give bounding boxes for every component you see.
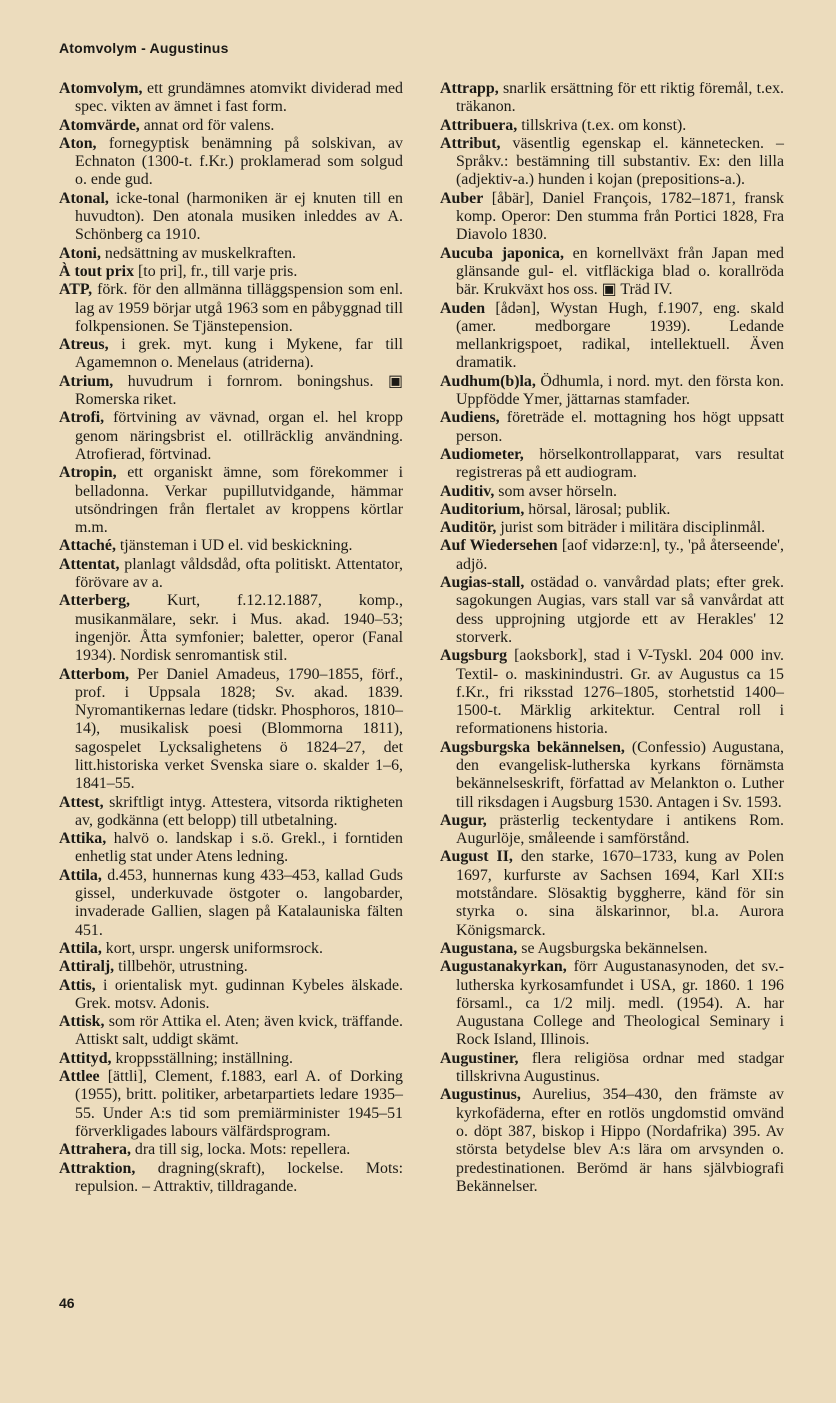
entry-headword: Augsburg — [440, 647, 508, 665]
entry-headword: Attentat, — [59, 555, 120, 573]
dictionary-entry — [59, 867, 403, 940]
entry-definition: kroppsställning; inställning. — [111, 1049, 293, 1067]
page-number: 46 — [59, 1295, 75, 1311]
entry-headword: Atomvärde, — [59, 116, 140, 134]
entry-definition: Ödhumla, i nord. myt. den första kon. Uppfödde Ymer, jättarnas stamfader. — [456, 372, 784, 409]
dictionary-entry — [440, 446, 784, 483]
entry-headword: Attribuera, — [440, 116, 518, 134]
entry-definition: prästerlig teckentydare i antikens Rom. Augurlöje, småleende i samförstånd. — [456, 811, 784, 848]
dictionary-entry — [59, 1068, 403, 1141]
entry-definition: planlagt våldsdåd, ofta politiskt. Attentator, förövare av a. — [75, 555, 403, 592]
dictionary-entry — [59, 794, 403, 831]
dictionary-entry — [59, 245, 403, 263]
entry-definition: som rör Attika el. Aten; även kvick, träffande. Attiskt salt, uddigt skämt. — [75, 1013, 403, 1049]
entry-definition: ostädad o. vanvårdad plats; efter grek. sagokungen Augias, vars stall var så vanvårdat att dess upprojning utgjorde ett av Herakles' 12 storverk. — [456, 574, 784, 646]
entry-headword: Aton, — [59, 134, 97, 152]
entry-definition: jurist som biträder i militära disciplinmål. — [496, 519, 766, 537]
entry-definition: [aoksbork], stad i V-Tyskl. 204 000 inv. Textil- o. maskinindustri. Gr. av Augustus ca 15 f.Kr., fri riksstad 1276–1805, storhetstid 1400–1500-t. Märklig arkitektur. Central roll i reformationens historia. — [456, 647, 784, 738]
entry-headword: ATP, — [59, 281, 93, 299]
entry-definition: tillbehör, utrustning. — [114, 958, 248, 976]
entry-headword: Attika, — [59, 830, 107, 848]
dictionary-entry — [59, 373, 403, 410]
entry-definition: skriftligt intyg. Attestera, vitsorda riktigheten av, godkänna (ett belopp) till utbetalning. — [75, 793, 403, 829]
entry-definition: se Augsburgska bekännelsen. — [517, 939, 708, 957]
entry-definition: hörsal, lärosal; publik. — [524, 500, 671, 518]
entry-definition: Aurelius, 354–430, den främste av kyrkofäderna, efter en rotlös ungdomstid omvänd o. döpt 387, biskop i Hippo (Nordafrika) 395. Av största betydelse blev A:s lära om arvsynden o. predestinationen. Berömd är hans självbiografi Bekännelser. — [456, 1086, 784, 1195]
dictionary-entry — [59, 592, 403, 665]
entry-headword: Atterbom, — [59, 665, 130, 683]
entry-definition: fornegyptisk benämning på solskivan, av Echnaton (1300-t. f.Kr.) proklamerad som solgud o. ende gud. — [75, 134, 403, 189]
entry-definition: kort, urspr. ungersk uniformsrock. — [101, 939, 323, 957]
entry-definition: d.453, hunnernas kung 433–453, kallad Guds gissel, underkuvade östgoter o. langobarder, invaderade Gallien, slagen på Katalauniska fälten 451. — [75, 866, 403, 939]
entry-headword: Augustana, — [440, 939, 518, 957]
dictionary-entry — [440, 958, 784, 1049]
entry-headword: Aucuba japonica, — [440, 244, 564, 262]
entry-headword: Attila, — [59, 866, 102, 884]
entry-headword: Attest, — [59, 793, 104, 811]
entry-definition: tillskriva (t.ex. om konst). — [517, 116, 687, 134]
dictionary-entry — [440, 300, 784, 373]
running-header: Atomvolym - Augustinus — [59, 40, 229, 56]
entry-headword: À tout prix — [59, 262, 135, 280]
entry-headword: Augias-stall, — [440, 574, 525, 592]
entry-headword: Attrahera, — [59, 1141, 131, 1159]
entry-headword: Attrapp, — [440, 80, 499, 97]
entry-definition: [ättli], Clement, f.1883, earl A. of Dorking (1955), britt. politiker, arbetarpartiets ledare 1935–55. Under A:s tid som premiärminister 1945–51 förverkligades labours välfärdsprogram. — [75, 1068, 403, 1140]
entry-headword: Atoni, — [59, 244, 101, 262]
entry-definition: Per Daniel Amadeus, 1790–1855, förf., prof. i Uppsala 1828; Sv. akad. 1839. Nyromantikernas ledare (tidskr. Phosphoros, 1810–14), musikalisk poesi (Blommorna 1811), sagospelet Lycksalighetens ö 1824–27, det litt.historiska verket Svenska siare o. skalder 1–6, 1841–55. — [75, 665, 403, 793]
entry-definition: en kornellväxt från Japan med glänsande gul- el. vitfläckiga blad o. korallröda bär. Krukväxt hos oss. ▣ Träd IV. — [456, 244, 785, 299]
dictionary-entry — [440, 519, 784, 537]
dictionary-entry — [59, 190, 403, 245]
entry-headword: Attityd, — [59, 1049, 112, 1067]
entry-headword: Atrium, — [59, 372, 114, 390]
entry-headword: Atomvolym, — [59, 80, 143, 97]
entry-definition: förr Augustanasynoden, det sv.-lutherska kyrkosamfundet i USA, gr. 1860. 1 196 församl., ca 1/2 milj. medl. (1954). A. har Augustana College and Theological Seminary i Rock Island, Illinois. — [456, 958, 784, 1049]
entry-definition: icke-tonal (harmoniken är ej knuten till en huvudton). Den atonala musiken inleddes av A. Schönberg ca 1910. — [75, 189, 403, 244]
entry-definition: (Confessio) Augustana, den evangelisk-lutherska kyrkans förnämsta bekännelseskrift, författad av Melankton o. Luther till riksdagen i Augsburg 1530. Antagen i Sv. 1593. — [456, 738, 785, 811]
dictionary-entry — [59, 409, 403, 464]
entry-definition: hörselkontrollapparat, vars resultat registreras på ett audiogram. — [456, 445, 784, 482]
entry-definition: tjänsteman i UD el. vid beskickning. — [115, 537, 353, 555]
entry-definition: ett organiskt ämne, som förekommer i belladonna. Verkar pupillutvidgande, hämmar utsöndringen från flertalet av kroppens körtlar m.m. — [75, 464, 403, 537]
entry-definition: dragning(skraft), lockelse. Mots: repulsion. – Attraktiv, tilldragande. — [75, 1159, 403, 1195]
right-column — [440, 80, 784, 1196]
entry-headword: Augur, — [440, 811, 487, 829]
entry-headword: Auden — [440, 299, 486, 317]
entry-definition: den starke, 1670–1733, kung av Polen 1697, kurfurste av Sachsen 1694, Karl XII:s motståndare. Slösaktig byggherre, känd för sin styrka o. sina älskarinnor, bl.a. Aurora Königsmarck. — [456, 848, 785, 939]
entry-headword: Auditorium, — [440, 500, 525, 518]
entry-definition: förk. för den allmänna tilläggspension som enl. lag av 1959 börjar utgå 1963 som en påbyggnad till folkpensionen. Se Tjänstepension. — [75, 281, 403, 335]
entry-definition: väsentlig egenskap el. kännetecken. – Språkv.: bestämning till substantiv. Ex: den lilla (adjektiv-a.) hunden i kojan (prepositions-a.). — [456, 134, 784, 189]
entry-headword: Audiens, — [440, 409, 500, 427]
dictionary-entry — [440, 647, 784, 738]
dictionary-entry — [59, 263, 403, 281]
dictionary-entry — [59, 281, 403, 336]
entry-headword: Attlee — [59, 1068, 100, 1086]
dictionary-entry — [59, 830, 403, 867]
entry-headword: Augustanakyrkan, — [440, 958, 567, 976]
dictionary-entry — [440, 501, 784, 519]
dictionary-entry — [440, 537, 784, 574]
entry-headword: Attila, — [59, 939, 102, 957]
dictionary-entry — [440, 245, 784, 300]
entry-definition: [aof vidərze:n], ty., 'på återseende', adjö. — [456, 537, 784, 573]
entry-headword: Attisk, — [59, 1013, 105, 1031]
dictionary-entry — [440, 940, 784, 958]
entry-definition: ett grundämnes atomvikt dividerad med spec. vikten av ämnet i fast form. — [75, 80, 403, 116]
entry-definition: snarlik ersättning för ett riktig föremål, t.ex. träkanon. — [456, 80, 784, 116]
entry-definition: företräde el. mottagning hos högt uppsatt person. — [456, 409, 784, 445]
dictionary-entry — [59, 117, 403, 135]
entry-headword: Auf Wiedersehen — [440, 537, 558, 555]
entry-definition: annat ord för valens. — [139, 116, 275, 134]
dictionary-entry — [440, 1050, 784, 1087]
entry-headword: Augustiner, — [440, 1049, 519, 1067]
entry-headword: Attaché, — [59, 537, 116, 555]
entry-headword: Augustinus, — [440, 1086, 521, 1104]
entry-headword: Auditör, — [440, 519, 497, 537]
dictionary-entry — [59, 666, 403, 794]
left-column — [59, 80, 403, 1196]
entry-headword: August II, — [440, 848, 513, 866]
entry-headword: Atropin, — [59, 464, 117, 482]
dictionary-entry — [59, 940, 403, 958]
entry-definition: som avser hörseln. — [494, 482, 618, 500]
dictionary-entry — [59, 556, 403, 593]
entry-definition: [ådən], Wystan Hugh, f.1907, eng. skald (amer. medborgare 1939). Ledande mellankrigspoet, radikal, intellektuell. Även dramatik. — [456, 299, 784, 372]
entry-definition: förtvining av vävnad, organ el. hel kropp genom näringsbrist el. otillräcklig användning. Atrofierad, förtvinad. — [75, 409, 403, 463]
entry-headword: Attribut, — [440, 134, 501, 152]
entry-headword: Audhum(b)la, — [440, 372, 536, 390]
dictionary-entry — [59, 80, 403, 117]
entry-headword: Auber — [440, 189, 484, 207]
dictionary-entry — [440, 80, 784, 117]
entry-headword: Attraktion, — [59, 1159, 136, 1177]
entry-definition: nedsättning av muskelkraften. — [100, 244, 297, 262]
dictionary-entry — [440, 117, 784, 135]
dictionary-entry — [440, 373, 784, 410]
entry-headword: Atterberg, — [59, 592, 131, 610]
dictionary-entry — [440, 409, 784, 446]
dictionary-entry — [440, 135, 784, 190]
entry-headword: Atrofi, — [59, 409, 105, 427]
dictionary-entry — [440, 574, 784, 647]
dictionary-entry — [440, 848, 784, 939]
dictionary-entry — [59, 977, 403, 1014]
entry-headword: Audiometer, — [440, 445, 524, 463]
entry-definition: [åbär], Daniel François, 1782–1871, fransk komp. Operor: Den stumma från Portici 1828, Fra Diavolo 1830. — [456, 189, 784, 244]
dictionary-entry — [59, 135, 403, 190]
dictionary-entry — [440, 190, 784, 245]
entry-definition: [to pri], fr., till varje pris. — [134, 262, 298, 280]
entry-headword: Augsburgska bekännelsen, — [440, 738, 625, 756]
entry-headword: Atonal, — [59, 189, 109, 207]
dictionary-entry — [59, 1050, 403, 1068]
entry-definition: dra till sig, locka. Mots: repellera. — [130, 1141, 351, 1159]
dictionary-entry — [59, 958, 403, 976]
entry-definition: flera religiösa ordnar med stadgar tillskrivna Augustinus. — [456, 1049, 784, 1086]
entry-definition: huvudrum i fornrom. boningshus. ▣ Romerska riket. — [75, 372, 403, 409]
dictionary-entry — [59, 1160, 403, 1197]
entry-definition: i orientalisk myt. gudinnan Kybeles älskade. Grek. motsv. Adonis. — [75, 976, 403, 1012]
dictionary-entry — [440, 483, 784, 501]
dictionary-entry — [59, 537, 403, 555]
dictionary-entry — [59, 1013, 403, 1050]
entry-definition: halvö o. landskap i s.ö. Grekl., i forntiden enhetlig stat under Atens ledning. — [75, 830, 403, 866]
entry-headword: Attiralj, — [59, 958, 115, 976]
dictionary-entry — [440, 1086, 784, 1196]
entry-headword: Attis, — [59, 976, 96, 994]
dictionary-entry — [59, 336, 403, 373]
dictionary-entry — [59, 1141, 403, 1159]
entry-definition: i grek. myt. kung i Mykene, far till Agamemnon o. Menelaus (atriderna). — [75, 336, 403, 372]
entry-headword: Atreus, — [59, 336, 109, 354]
entry-headword: Auditiv, — [440, 482, 495, 500]
entry-definition: Kurt, f.12.12.1887, komp., musikanmälare, sekr. i Mus. akad. 1940–53; ingenjör. Åtta symfonier; baletter, operor (Fanal 1934). Nordisk senromantisk stil. — [75, 592, 403, 665]
dictionary-entry — [440, 812, 784, 849]
dictionary-entry — [59, 464, 403, 537]
dictionary-entry — [440, 739, 784, 812]
